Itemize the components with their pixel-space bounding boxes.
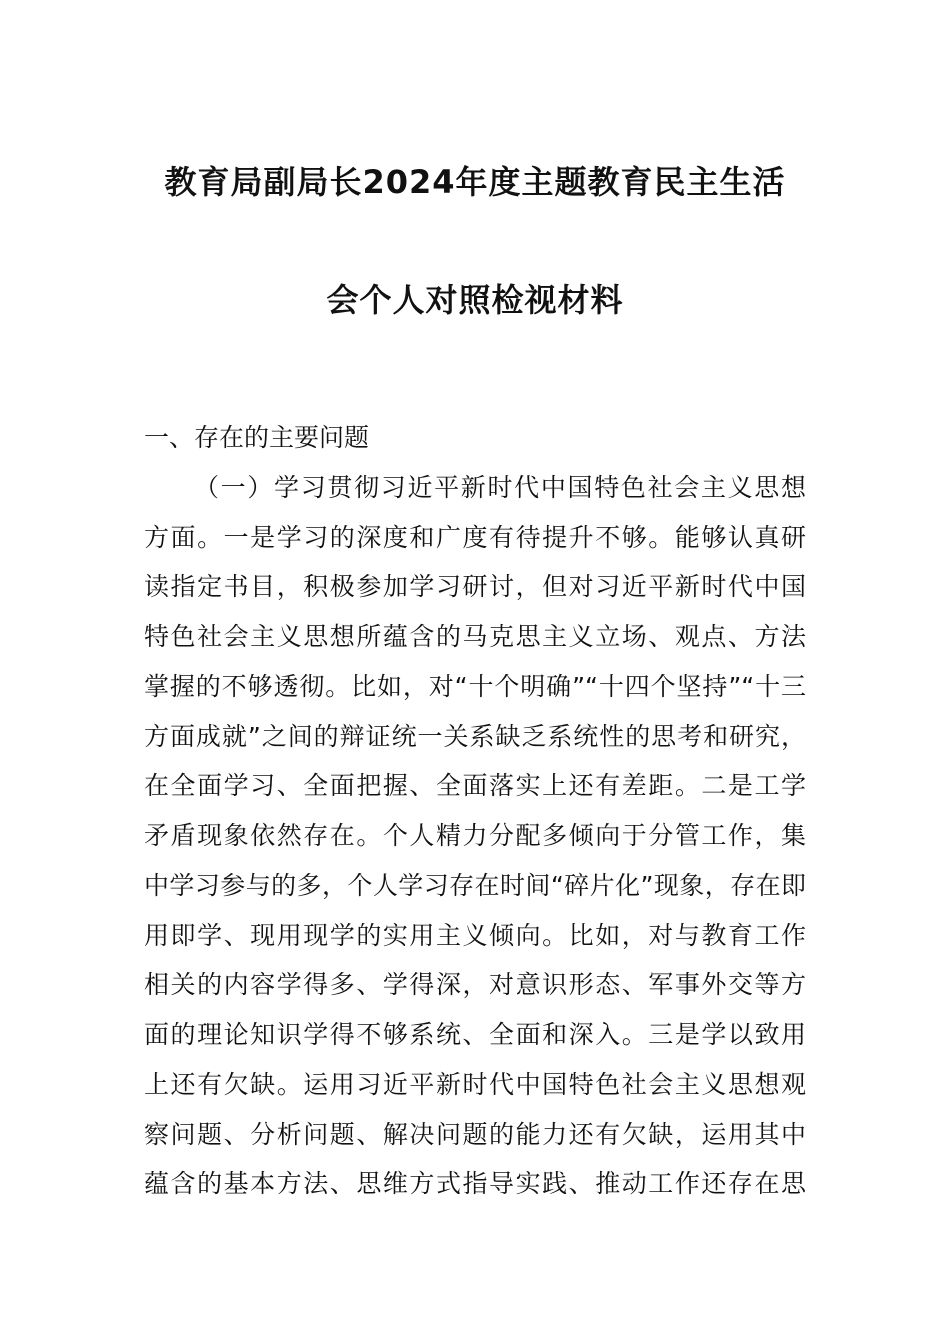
paragraph-line: 掌握的不够透彻。比如，对“十个明确”“十四个坚持”“十三: [144, 672, 806, 701]
paragraph-line: 方面。一是学习的深度和广度有待提升不够。能够认真研: [144, 523, 806, 552]
paragraph-line: 方面成就”之间的辩证统一关系缺乏系统性的思考和研究，: [144, 722, 806, 751]
paragraph-line: 相关的内容学得多、学得深，对意识形态、军事外交等方: [144, 970, 806, 999]
paragraph-line: 面的理论知识学得不够系统、全面和深入。三是学以致用: [144, 1020, 806, 1049]
paragraph-line: （一）学习贯彻习近平新时代中国特色社会主义思想: [194, 473, 806, 502]
section-heading: 一、存在的主要问题: [144, 423, 370, 452]
paragraph-line: 读指定书目，积极参加学习研讨，但对习近平新时代中国: [144, 572, 806, 601]
paragraph-line: 用即学、现用现学的实用主义倾向。比如，对与教育工作: [144, 921, 806, 950]
paragraph-line: 特色社会主义思想所蕴含的马克思主义立场、观点、方法: [144, 622, 806, 651]
paragraph-line: 察问题、分析问题、解决问题的能力还有欠缺，运用其中: [144, 1120, 806, 1149]
paragraph-line: 矛盾现象依然存在。个人精力分配多倾向于分管工作，集: [144, 821, 806, 850]
paragraph-line: 在全面学习、全面把握、全面落实上还有差距。二是工学: [144, 771, 806, 800]
document-title-line-1: 教育局副局长2024年度主题教育民主生活: [164, 163, 786, 201]
paragraph-line: 中学习参与的多，个人学习存在时间“碎片化”现象，存在即: [144, 871, 806, 900]
document-title-line-2: 会个人对照检视材料: [326, 281, 624, 319]
paragraph-line: 蕴含的基本方法、思维方式指导实践、推动工作还存在思: [144, 1169, 806, 1198]
paragraph-line: 上还有欠缺。运用习近平新时代中国特色社会主义思想观: [144, 1070, 806, 1099]
